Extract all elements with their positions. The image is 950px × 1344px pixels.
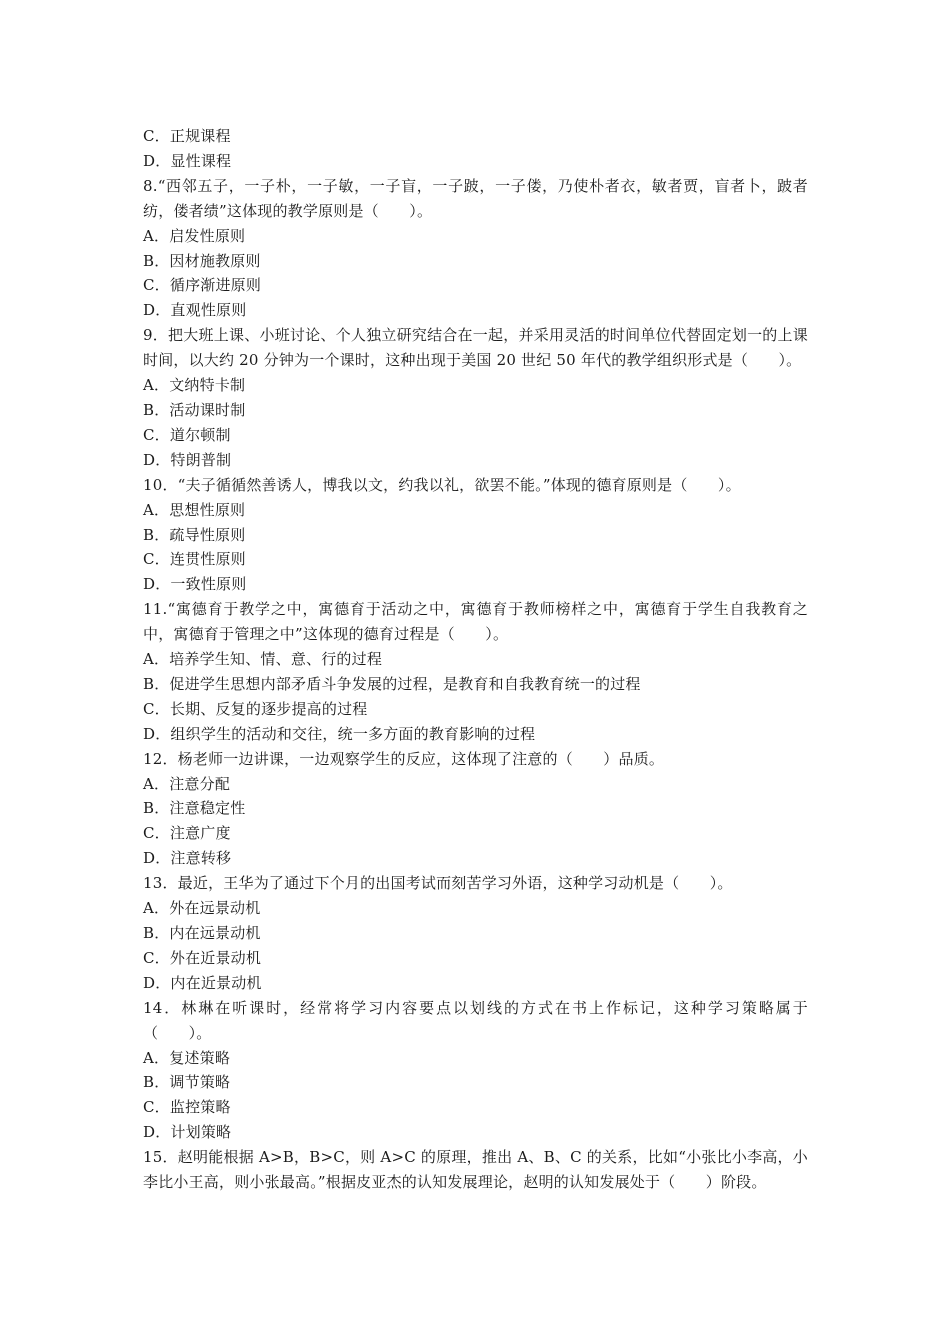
question-8 [143, 174, 808, 323]
option-c: C．正规课程 [143, 127, 231, 145]
option-a: A．培养学生知、情、意、行的过程 [143, 650, 383, 669]
option-a: A．启发性原则 [143, 226, 246, 245]
option-d: D．组织学生的活动和交往，统一多方面的教育影响的过程 [143, 724, 536, 743]
option-a: A．思想性原则 [143, 500, 246, 519]
option-b: B．调节策略 [143, 1073, 231, 1092]
question-stem: 10．“夫子循循然善诱人，博我以文，约我以礼，欲罢不能。”体现的德育原则是（ ）。 [143, 475, 741, 494]
option-a: A．注意分配 [143, 774, 231, 793]
question-stem: 14．林琳在听课时，经常将学习内容要点以划线的方式在书上作标记，这种学习策略属于（ ）。 [143, 998, 808, 1042]
option-b: B．促进学生思想内部矛盾斗争发展的过程，是教育和自我教育统一的过程 [143, 674, 641, 693]
option-c: C．监控策略 [143, 1098, 231, 1117]
option-a: A．外在远景动机 [143, 899, 261, 918]
option-d: D．一致性原则 [143, 575, 247, 594]
option-list [143, 896, 808, 996]
option-b: B．活动课时制 [143, 400, 246, 419]
option-c: C．连贯性原则 [143, 550, 246, 569]
option-d: D．计划策略 [143, 1123, 232, 1142]
question-13 [143, 871, 808, 996]
question-stem: 12．杨老师一边讲课，一边观察学生的反应，这体现了注意的（ ）品质。 [143, 749, 665, 768]
option-list [143, 498, 808, 598]
question-stem: 15．赵明能根据 A>B，B>C，则 A>C 的原理，推出 A、B、C 的关系，比如“小张比小李高，小李比小王高，则小张最高。”根据皮亚杰的认知发展理论，赵明的认知发展处于（ ）阶段。 [143, 1148, 808, 1192]
question-11 [143, 597, 808, 746]
option-d: D．特朗普制 [143, 450, 232, 469]
option-b: B．内在远景动机 [143, 924, 261, 942]
question-14 [143, 996, 808, 1145]
question-stem: 8.“西邻五子，一子朴，一子敏，一子盲，一子跛，一子偻，乃使朴者衣，敏者贾，盲者卜，跛者纺，偻者绩”这体现的教学原则是（ ）。 [143, 176, 808, 220]
option-d: D．显性课程 [143, 151, 232, 170]
option-b: B．注意稳定性 [143, 799, 246, 818]
leading-options [143, 124, 808, 174]
question-12 [143, 747, 808, 872]
option-c: C．长期、反复的逐步提高的过程 [143, 699, 368, 718]
option-list [143, 1046, 808, 1146]
document-page [143, 124, 808, 1195]
question-stem: 13．最近，王华为了通过下个月的出国考试而刻苦学习外语，这种学习动机是（ ）。 [143, 874, 733, 893]
option-a: A．文纳特卡制 [143, 376, 246, 395]
option-b: B．因材施教原则 [143, 251, 261, 270]
option-d: D．内在近景动机 [143, 973, 262, 992]
option-d: D．直观性原则 [143, 301, 247, 320]
question-stem: 9．把大班上课、小班讨论、个人独立研究结合在一起，并采用灵活的时间单位代替固定划一的上课时间，以大约 20 分钟为一个课时，这种出现于美国 20 世纪 50 年代的教学组织形式是（ ）。 [143, 326, 808, 370]
option-list [143, 647, 808, 747]
option-list [143, 224, 808, 324]
question-10 [143, 473, 808, 598]
question-9 [143, 323, 808, 472]
option-c: C．道尔顿制 [143, 425, 231, 444]
question-15 [143, 1145, 808, 1195]
option-b: B．疏导性原则 [143, 525, 246, 544]
option-c: C．外在近景动机 [143, 948, 262, 967]
option-d: D．注意转移 [143, 849, 232, 868]
option-c: C．注意广度 [143, 824, 231, 843]
option-list [143, 772, 808, 872]
option-c: C．循序渐进原则 [143, 276, 262, 295]
option-list [143, 373, 808, 473]
question-stem: 11.“寓德育于教学之中，寓德育于活动之中，寓德育于教师榜样之中，寓德育于学生自我教育之中，寓德育于管理之中”这体现的德育过程是（ ）。 [143, 600, 808, 644]
option-a: A．复述策略 [143, 1048, 231, 1067]
